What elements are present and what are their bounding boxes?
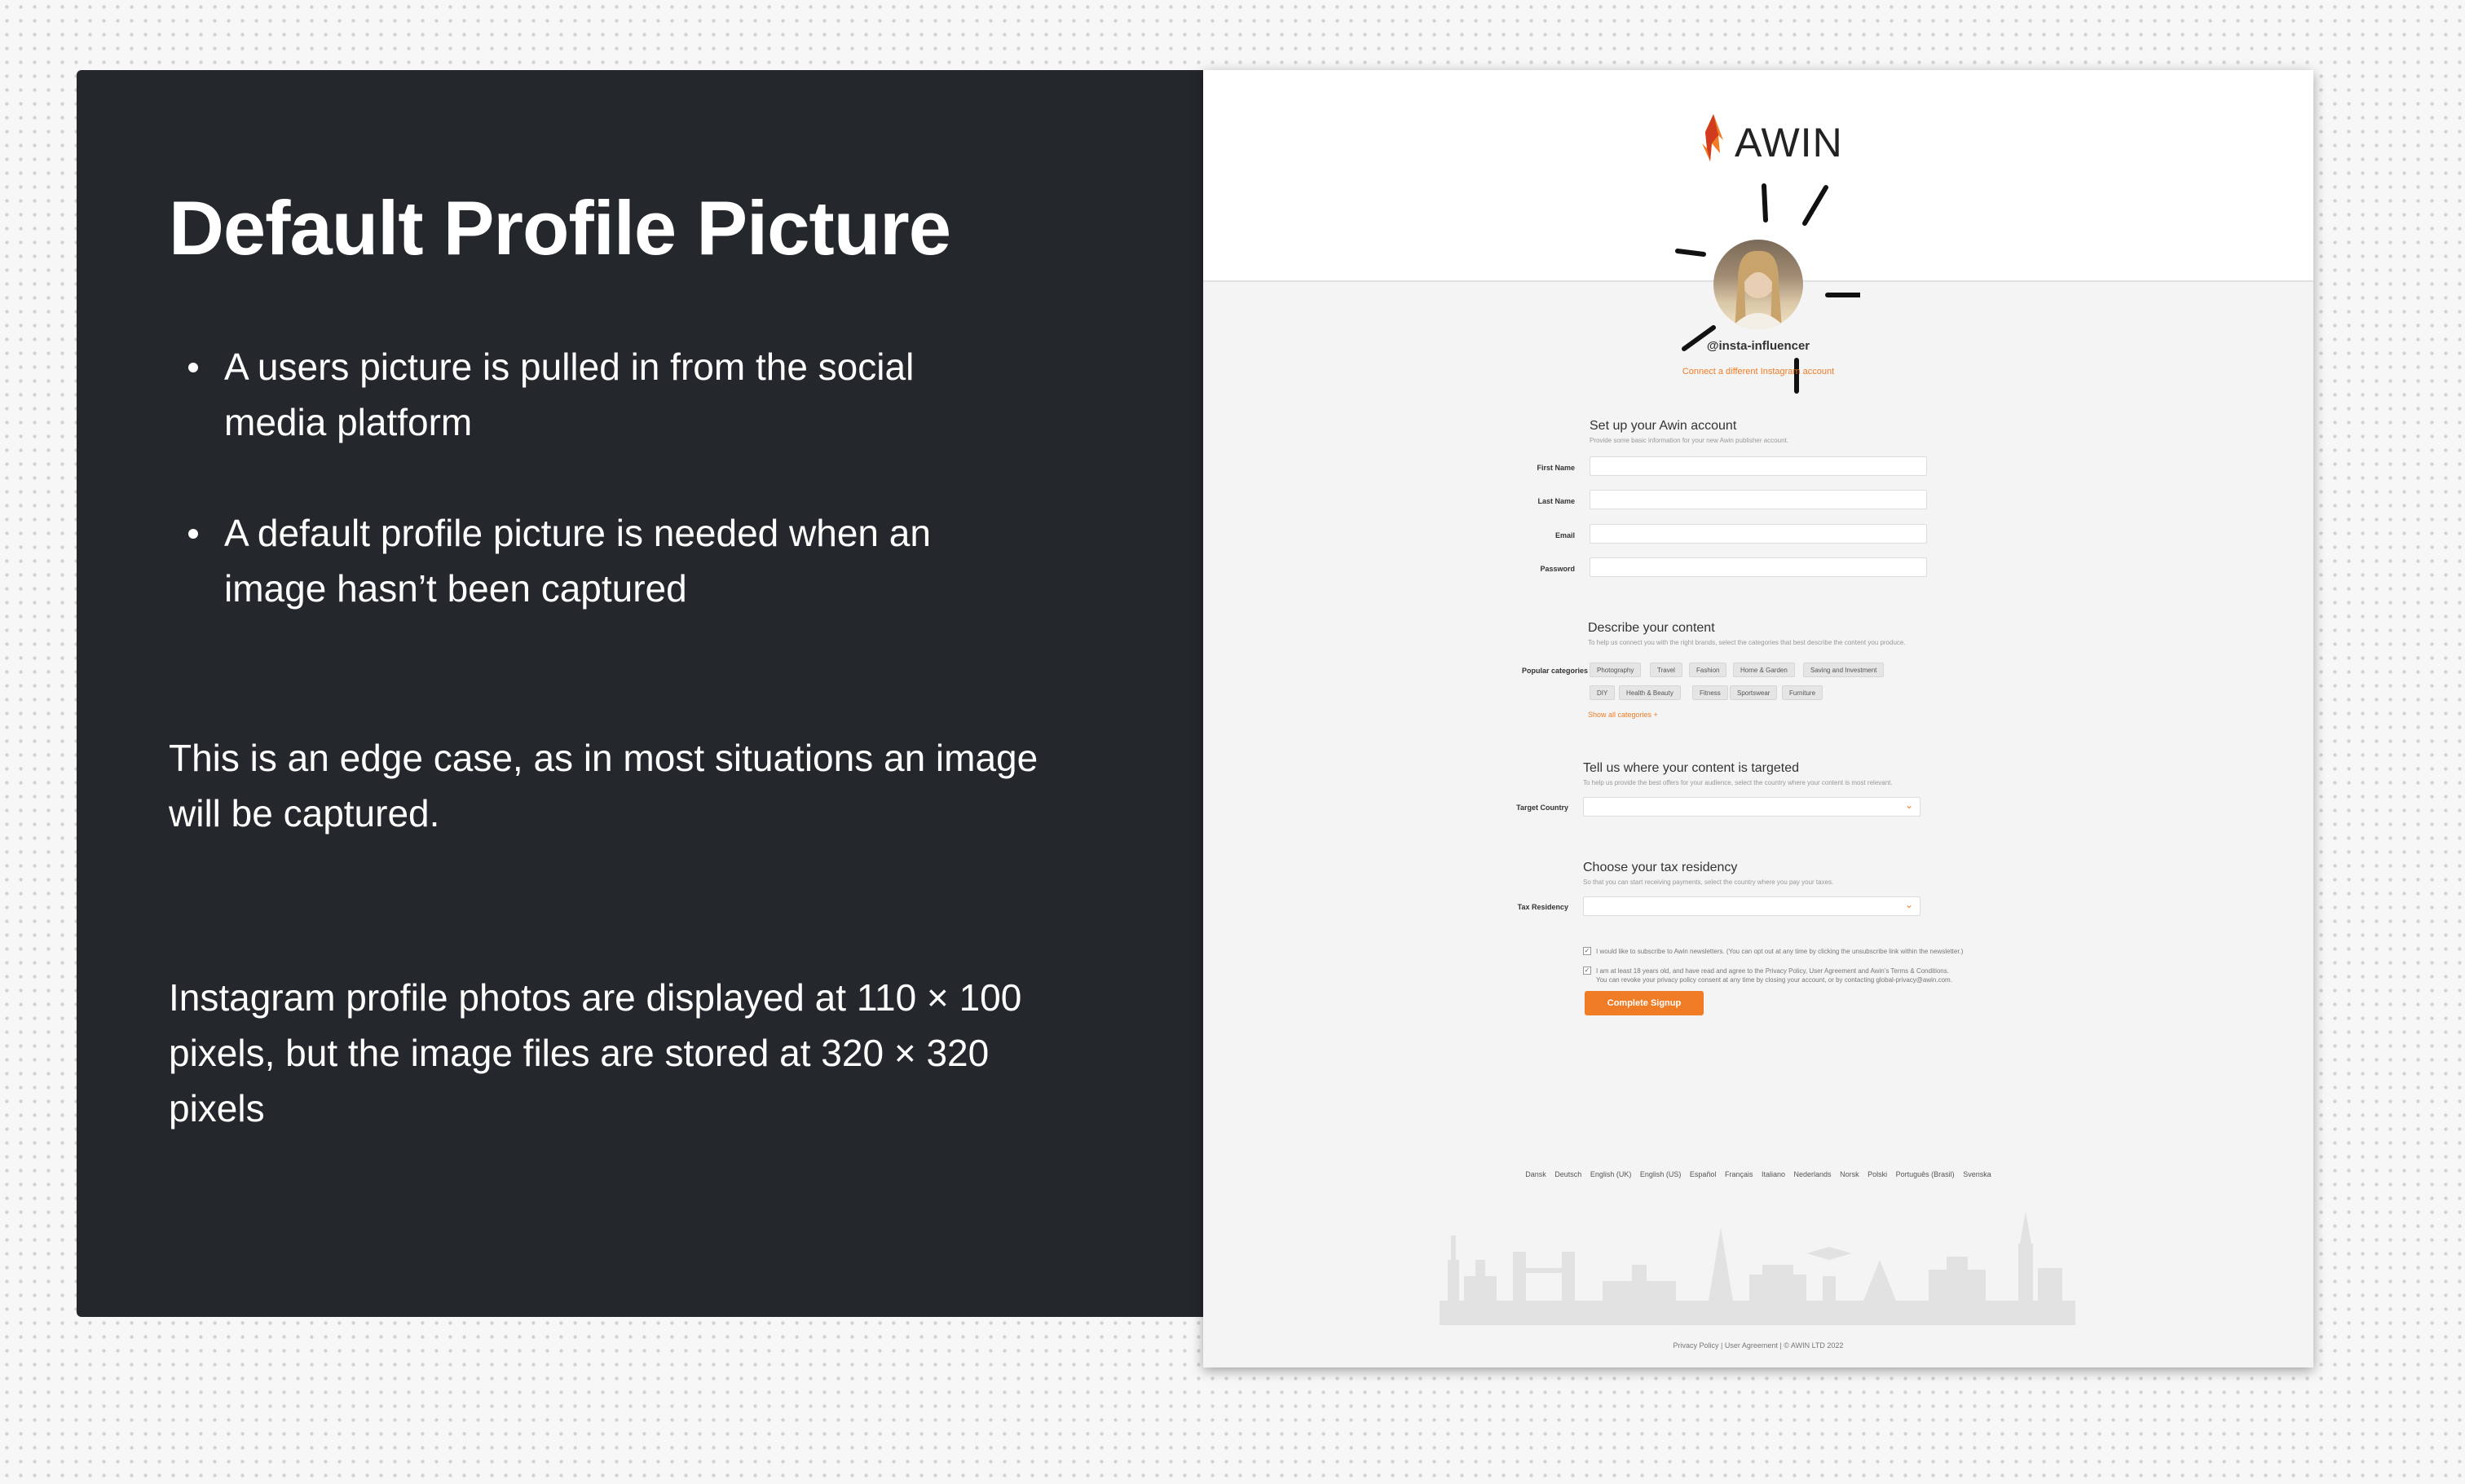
awin-logo	[1696, 111, 1850, 176]
flame-icon	[1696, 111, 1733, 176]
account-section-title: Set up your Awin account	[1590, 419, 1737, 433]
category-chip[interactable]: Fitness	[1692, 685, 1728, 700]
category-chip[interactable]: Travel	[1650, 663, 1682, 677]
last-name-label: Last Name	[1537, 497, 1575, 505]
privacy-revoke-text: You can revoke your privacy policy consent at any time by closing your account, or by contacting global-privacy@awin.com.	[1596, 976, 1952, 984]
newsletter-consent-text: I would like to subscribe to Awin newsletters. (You can opt out at any time by clicking the unsubscribe link within the newsletter.)	[1596, 948, 1964, 955]
footer-links: Privacy Policy | User Agreement | © AWIN LTD 2022	[1673, 1341, 1844, 1350]
category-chip[interactable]: Fashion	[1689, 663, 1726, 677]
language-link[interactable]: Español	[1689, 1170, 1717, 1178]
awin-wordmark: AWIN	[1735, 120, 1843, 165]
chevron-down-icon: ⌄	[1904, 899, 1913, 910]
paragraph-edge-case: This is an edge case, as in most situations an image will be captured.	[169, 737, 1038, 834]
language-link[interactable]: English (US)	[1639, 1170, 1682, 1178]
slide-title: Default Profile Picture	[169, 185, 950, 271]
newsletter-checkbox[interactable]: ✓	[1584, 947, 1590, 954]
language-link[interactable]: Nederlands	[1793, 1170, 1832, 1178]
language-link[interactable]: Français	[1724, 1170, 1753, 1178]
content-section-title: Describe your content	[1588, 621, 1715, 635]
language-link[interactable]: Norsk	[1840, 1170, 1859, 1178]
signup-screenshot	[1203, 70, 2313, 1367]
content-section-subtitle: To help us connect you with the right brands, select the categories that best describe the content you produce.	[1588, 639, 1906, 646]
language-link[interactable]: Svenska	[1963, 1170, 1991, 1178]
password-input[interactable]	[1590, 557, 1927, 577]
person-photo-icon	[1713, 240, 1803, 329]
tax-section-subtitle: So that you can start receiving payments, select the country where you pay your taxes.	[1583, 879, 1834, 886]
bullet-item: A default profile picture is needed when an image hasn’t been captured	[169, 505, 1016, 616]
language-link[interactable]: Polski	[1867, 1170, 1888, 1178]
terms-consent-text: I am at least 18 years old, and have read and agree to the Privacy Policy, User Agreement and Awin’s Terms & Conditions.	[1596, 967, 1949, 975]
category-chip[interactable]: Furniture	[1782, 685, 1823, 700]
target-country-select[interactable]	[1583, 797, 1920, 817]
category-chip[interactable]: Photography	[1590, 663, 1641, 677]
connect-different-account-link[interactable]: Connect a different Instagram account	[1682, 367, 1835, 377]
language-link[interactable]: Italiano	[1761, 1170, 1786, 1178]
password-label: Password	[1540, 565, 1575, 573]
first-name-label: First Name	[1537, 464, 1575, 472]
instagram-handle: @insta-influencer	[1706, 339, 1810, 353]
category-chip[interactable]: Health & Beauty	[1619, 685, 1681, 700]
bullet-item: A users picture is pulled in from the social media platform	[169, 339, 1016, 450]
email-input[interactable]	[1590, 524, 1927, 544]
paragraph-photo-sizes: Instagram profile photos are displayed at 110 × 100 pixels, but the image files are stored at 320 × 320 pixels	[169, 976, 1022, 1130]
target-section-title: Tell us where your content is targeted	[1583, 761, 1800, 775]
tax-section-title: Choose your tax residency	[1583, 861, 1738, 874]
first-name-input[interactable]	[1590, 456, 1927, 476]
category-chip[interactable]: Saving and Investment	[1803, 663, 1884, 677]
tax-residency-select[interactable]	[1583, 896, 1920, 916]
city-skyline-illustration	[1440, 1211, 2075, 1325]
account-section-subtitle: Provide some basic information for your new Awin publisher account.	[1590, 437, 1788, 444]
email-label: Email	[1554, 531, 1575, 539]
chevron-down-icon: ⌄	[1904, 799, 1913, 811]
language-link[interactable]: Português (Brasil)	[1895, 1170, 1955, 1178]
category-chip[interactable]: Home & Garden	[1733, 663, 1795, 677]
language-selector	[1203, 1170, 2313, 1178]
terms-checkbox[interactable]: ✓	[1584, 967, 1590, 974]
language-link[interactable]: Deutsch	[1554, 1170, 1582, 1178]
info-panel-content	[77, 70, 1213, 1317]
show-all-categories-link[interactable]: Show all categories +	[1588, 711, 1658, 719]
popular-categories-label: Popular categories	[1521, 667, 1588, 675]
complete-signup-button[interactable]: Complete Signup	[1585, 991, 1704, 1015]
tax-residency-label: Tax Residency	[1517, 903, 1568, 911]
language-link[interactable]: Dansk	[1525, 1170, 1546, 1178]
bullet-list	[169, 339, 1016, 672]
profile-avatar	[1713, 240, 1803, 329]
category-chip[interactable]: DIY	[1590, 685, 1615, 700]
last-name-input[interactable]	[1590, 490, 1927, 509]
target-country-label: Target Country	[1516, 804, 1568, 812]
language-link[interactable]: English (UK)	[1590, 1170, 1632, 1178]
target-section-subtitle: To help us provide the best offers for your audience, select the country where your content is most relevant.	[1583, 779, 1893, 786]
category-chip[interactable]: Sportswear	[1730, 685, 1777, 700]
